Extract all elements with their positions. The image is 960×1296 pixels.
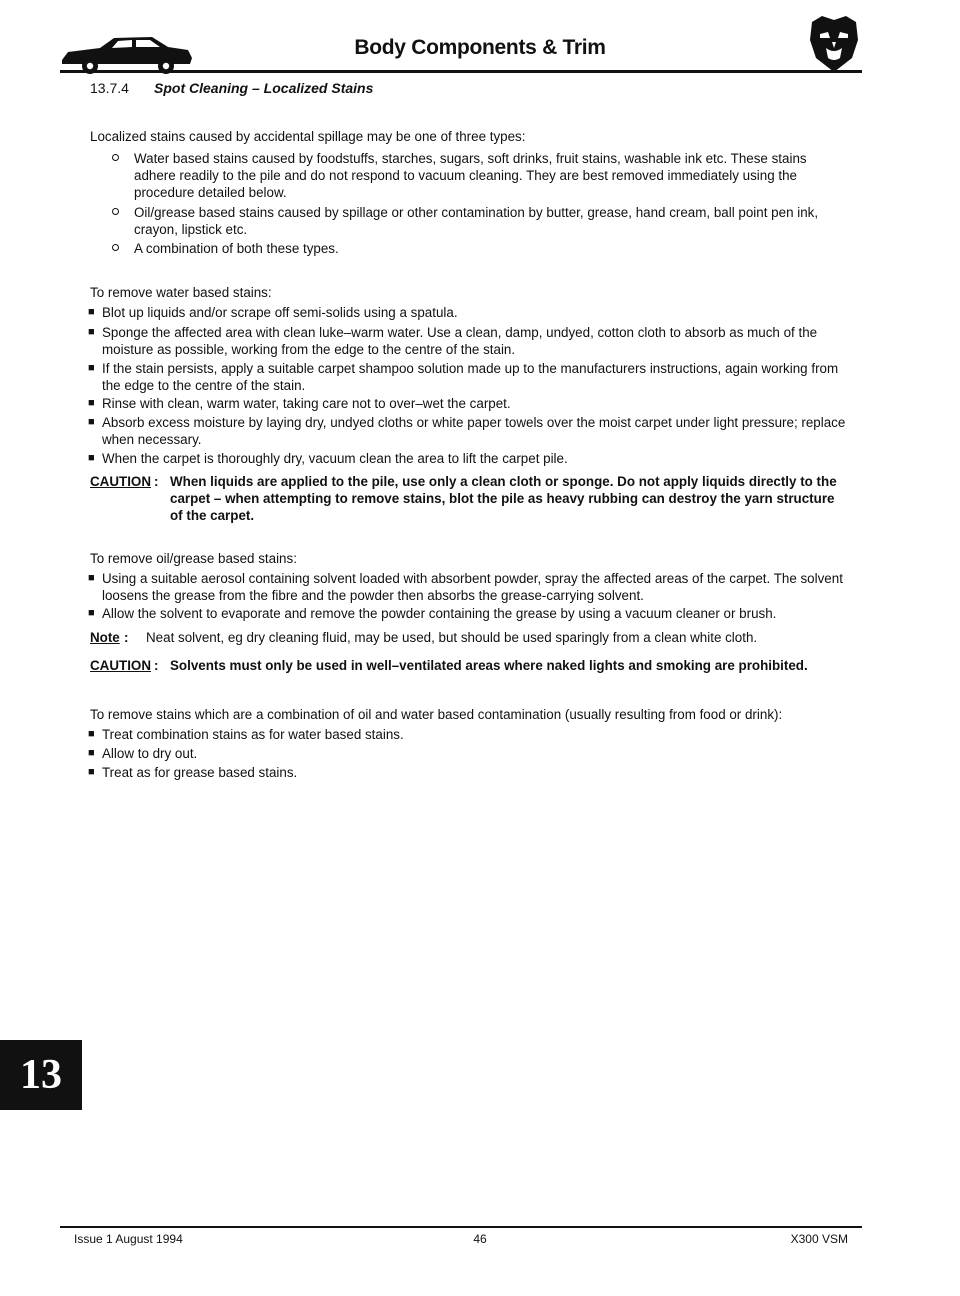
circle-bullet-icon xyxy=(112,208,119,215)
square-bullet-icon: ■ xyxy=(88,452,95,464)
square-bullet-icon: ■ xyxy=(88,362,95,374)
square-bullet-icon: ■ xyxy=(88,766,95,778)
square-bullet-icon: ■ xyxy=(88,572,95,584)
combination-stains-lead: To remove stains which are a combination of oil and water based contamination (usually resulting from food or drink): xyxy=(90,707,783,722)
circle-bullet-icon xyxy=(112,244,119,251)
caution-label: CAUTION xyxy=(90,474,151,489)
square-bullet-icon: ■ xyxy=(88,326,95,338)
jaguar-logo-icon xyxy=(806,14,862,74)
note-text: Neat solvent, eg dry cleaning fluid, may be used, but should be used sparingly from a clean white cloth. xyxy=(146,630,758,645)
note-label: Note xyxy=(90,630,120,645)
caution-text: When liquids are applied to the pile, use only a clean cloth or sponge. Do not apply liquids directly to the carpet – when attempting to remove stains, blot the pile as heavy rubbing can destroy the yarn structure of the carpet. xyxy=(170,474,837,523)
caution-label: CAUTION xyxy=(90,658,151,673)
header-rule xyxy=(60,70,862,73)
square-bullet-icon: ■ xyxy=(88,397,95,409)
caution-text: Solvents must only be used in well–ventilated areas where naked lights and smoking are prohibited. xyxy=(170,658,808,673)
section-heading xyxy=(90,80,373,97)
page-title: Body Components & Trim xyxy=(354,36,606,59)
square-bullet-icon: ■ xyxy=(88,306,95,318)
circle-bullet-icon xyxy=(112,154,119,161)
square-bullet-icon: ■ xyxy=(88,747,95,759)
section-title: Spot Cleaning – Localized Stains xyxy=(154,80,374,96)
water-stains-lead: To remove water based stains: xyxy=(90,285,272,300)
section-number: 13.7.4 xyxy=(90,80,129,96)
footer-issue: Issue 1 August 1994 xyxy=(74,1232,183,1246)
square-bullet-icon: ■ xyxy=(88,416,95,428)
page-number: 46 xyxy=(473,1232,487,1246)
footer-doc-code: X300 VSM xyxy=(790,1232,848,1246)
chapter-tab: 13 xyxy=(0,1040,82,1110)
square-bullet-icon: ■ xyxy=(88,728,95,740)
oil-stains-lead: To remove oil/grease based stains: xyxy=(90,551,297,566)
footer-rule xyxy=(60,1226,862,1228)
intro-text: Localized stains caused by accidental spillage may be one of three types: xyxy=(90,129,526,144)
square-bullet-icon: ■ xyxy=(88,607,95,619)
page-header xyxy=(0,0,960,80)
